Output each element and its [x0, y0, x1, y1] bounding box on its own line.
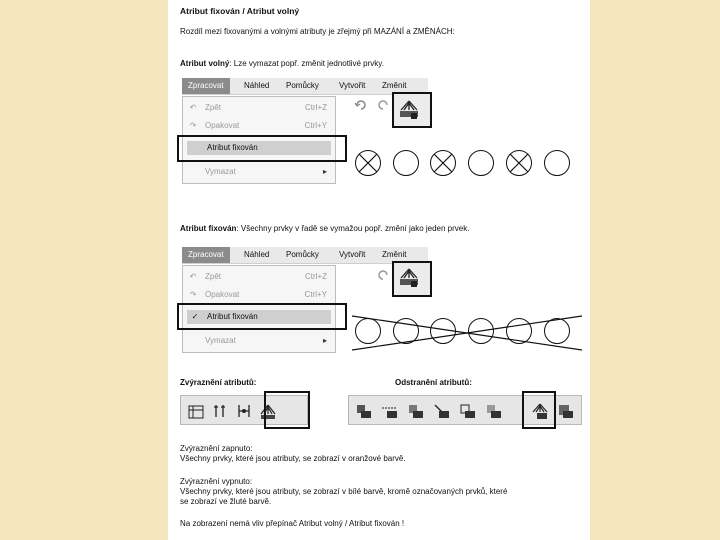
submenu-arrow-icon: ▸: [322, 336, 327, 345]
menu-item-redo[interactable]: [183, 119, 335, 133]
submenu-arrow-icon: ▸: [322, 167, 327, 176]
attr-label: Atribut fixován: [207, 143, 258, 152]
redo-label: Opakovat: [205, 290, 240, 299]
remove-attr-icon-2[interactable]: [381, 402, 399, 420]
menu-item-delete[interactable]: [183, 165, 335, 179]
highlight-heading: Zvýraznění atributů:: [180, 378, 257, 387]
menu-pomucky[interactable]: Pomůcky: [286, 250, 319, 259]
menu-item-highlight-frame: [177, 303, 347, 330]
undo-shortcut: Ctrl+Z: [305, 272, 327, 281]
circle: [393, 150, 419, 176]
redo-shortcut: Ctrl+Y: [304, 290, 327, 299]
redo-shortcut: Ctrl+Y: [304, 121, 327, 130]
menu-pomucky[interactable]: Pomůcky: [286, 81, 319, 90]
fixed-attr-label: Atribut fixován: [180, 224, 237, 233]
menu-nahled[interactable]: Náhled: [244, 250, 270, 259]
remove-attr-icon-5[interactable]: [459, 402, 477, 420]
undo-shortcut: Ctrl+Z: [305, 103, 327, 112]
highlight-on-text: Všechny prvky, které jsou atributy, se zobrazí v oranžové barvě.: [180, 454, 406, 463]
undo-label: Zpět: [205, 103, 222, 112]
redo-small-icon: ↷: [189, 121, 197, 130]
menu-item-delete[interactable]: [183, 334, 335, 348]
menu-zpracovat[interactable]: Zpracovat: [182, 247, 230, 263]
menu-zmenit[interactable]: Změnit: [382, 250, 407, 259]
remove-tool-frame: [522, 391, 556, 429]
fixed-attr-text: : Všechny prvky v řadě se vymažou popř. změní jako jeden prvek.: [236, 224, 470, 233]
footer-note: Na zobrazení nemá vliv přepínač Atribut volný / Atribut fixován !: [180, 519, 405, 528]
redo-icon[interactable]: [376, 268, 390, 282]
menu-zmenit[interactable]: Změnit: [382, 81, 407, 90]
menu-item-undo[interactable]: [183, 101, 335, 115]
circle: [544, 150, 570, 176]
undo-small-icon: ↶: [189, 103, 197, 112]
menu-item-highlight-frame: [177, 135, 347, 162]
highlight-tool-frame: [264, 391, 310, 429]
remove-attr-icon-3[interactable]: [407, 402, 425, 420]
fixed-attr-description: [180, 224, 469, 234]
highlight-off-text-2: se zobrazí ve žluté barvě.: [180, 497, 272, 506]
remove-attr-icon-6[interactable]: [485, 402, 503, 420]
remove-attr-icon-1[interactable]: [355, 402, 373, 420]
grid-attr-icon[interactable]: [187, 402, 205, 420]
menu-item-redo[interactable]: [183, 288, 335, 302]
undo-small-icon: ↶: [189, 272, 197, 281]
attr-label: Atribut fixován: [207, 312, 258, 321]
remove-heading: Odstranění atributů:: [395, 378, 472, 387]
free-attr-text: : Lze vymazat popř. změnit jednotlivé prvky.: [229, 59, 384, 68]
circle-crossed: [430, 150, 456, 176]
toolbar-highlight-frame: [392, 261, 432, 297]
menu-vytvorit[interactable]: Vytvořit: [339, 81, 366, 90]
remove-attr-icon-4[interactable]: [433, 402, 451, 420]
highlight-off-title: Zvýraznění vypnuto:: [180, 477, 253, 486]
undo-icon[interactable]: [354, 98, 368, 112]
undo-label: Zpět: [205, 272, 222, 281]
page-title: Atribut fixován / Atribut volný: [180, 6, 300, 16]
redo-label: Opakovat: [205, 121, 240, 130]
delete-label: Vymazat: [205, 167, 236, 176]
row-cross-lines: [350, 312, 586, 354]
highlight-on-title: Zvýraznění zapnuto:: [180, 444, 253, 453]
background-right: [590, 0, 720, 540]
menu-nahled[interactable]: Náhled: [244, 81, 270, 90]
check-icon: ✓: [191, 312, 199, 321]
highlight-off-text-1: Všechny prvky, které jsou atributy, se zobrazí v bílé barvě, kromě označovaných prvků, které: [180, 487, 508, 496]
circle-crossed: [506, 150, 532, 176]
circle: [468, 150, 494, 176]
attr-pin-icon[interactable]: [211, 402, 229, 420]
remove-attr-icon-8[interactable]: [557, 402, 575, 420]
attr-link-icon[interactable]: [235, 402, 253, 420]
delete-label: Vymazat: [205, 336, 236, 345]
free-attr-description: [180, 59, 384, 69]
menu-zpracovat[interactable]: Zpracovat: [182, 78, 230, 94]
toolbar-highlight-frame: [392, 92, 432, 128]
menu-vytvorit[interactable]: Vytvořit: [339, 250, 366, 259]
menu-item-undo[interactable]: [183, 270, 335, 284]
redo-small-icon: ↷: [189, 290, 197, 299]
intro-text: Rozdíl mezi fixovanými a volnými atributy je zřejmý při MAZÁNÍ a ZMĚNÁCH:: [180, 27, 455, 36]
redo-icon[interactable]: [376, 98, 390, 112]
free-attr-label: Atribut volný: [180, 59, 230, 68]
circle-crossed: [355, 150, 381, 176]
background-left: [0, 0, 168, 540]
